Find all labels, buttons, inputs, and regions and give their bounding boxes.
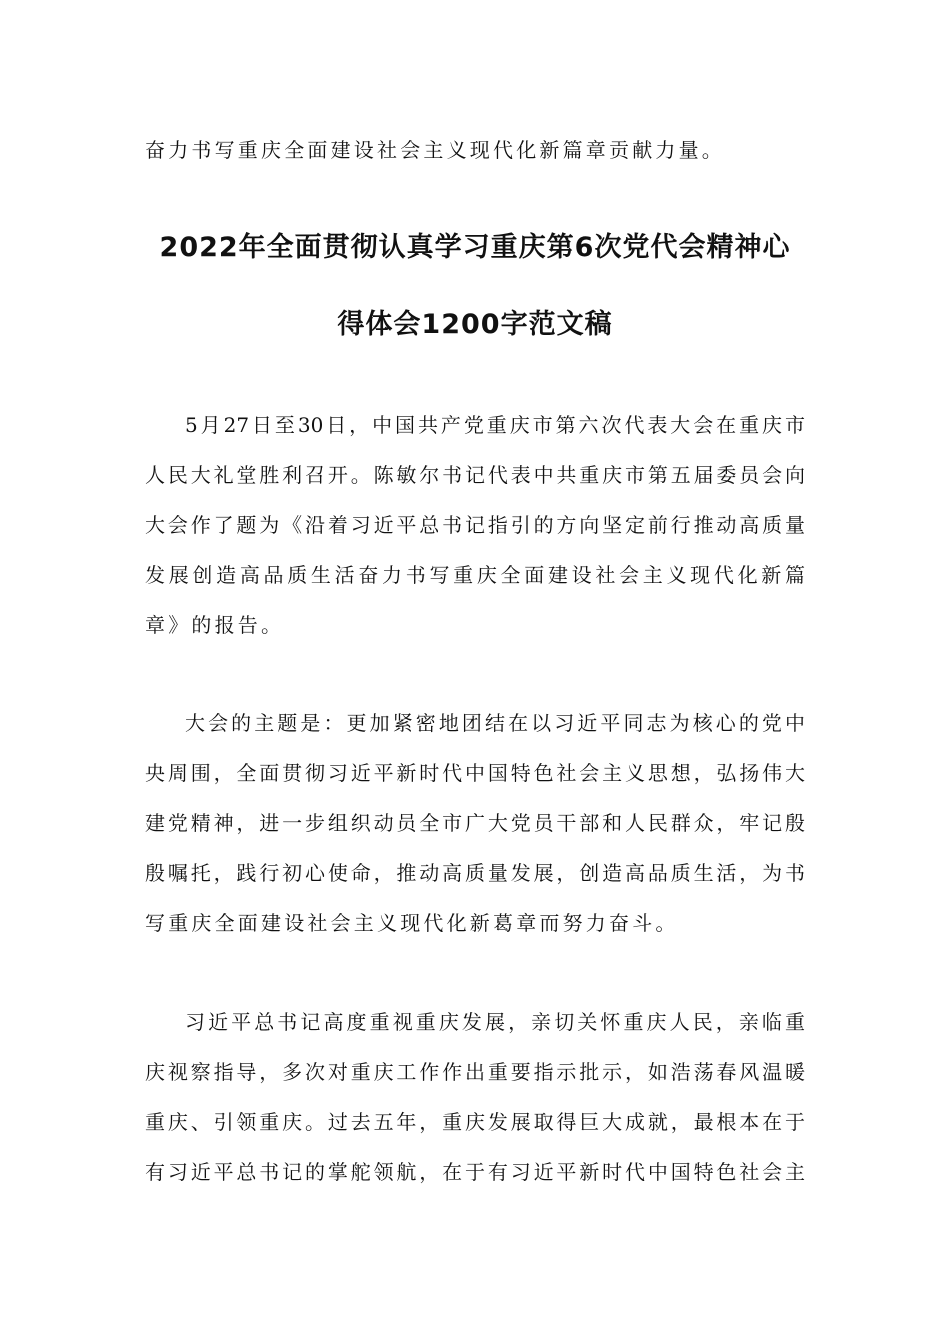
paragraph-line: 大会的主题是：更加紧密地团结在以习近平同志为核心的党中 — [185, 711, 805, 735]
paragraph-line: 重庆、引领重庆。过去五年，重庆发展取得巨大成就，最根本在于 — [145, 1110, 805, 1134]
paragraph-line: 有习近平总书记的掌舵领航，在于有习近平新时代中国特色社会主 — [145, 1160, 805, 1184]
paragraph-line: 章》的报告。 — [145, 613, 285, 637]
paragraph-line: 习近平总书记高度重视重庆发展，亲切关怀重庆人民，亲临重 — [185, 1010, 805, 1034]
paragraph-line: 庆视察指导，多次对重庆工作作出重要指示批示，如浩荡春风温暖 — [145, 1060, 805, 1084]
paragraph-line: 人民大礼堂胜利召开。陈敏尔书记代表中共重庆市第五届委员会向 — [145, 463, 805, 487]
paragraph-line: 大会作了题为《沿着习近平总书记指引的方向坚定前行推动高质量 — [145, 513, 805, 537]
paragraph-line: 写重庆全面建设社会主义现代化新葛章而努力奋斗。 — [145, 911, 679, 935]
paragraph-line: 殷嘱托，践行初心使命，推动高质量发展，创造高品质生活，为书 — [145, 861, 805, 885]
paragraph-line: 发展创造高品质生活奋力书写重庆全面建设社会主义现代化新篇 — [145, 563, 805, 587]
paragraph-line: 5月27日至30日，中国共产党重庆市第六次代表大会在重庆市 — [185, 413, 805, 437]
document-title-line-1: 2022年全面贯彻认真学习重庆第6次党代会精神心 — [159, 232, 791, 263]
document-title-line-2: 得体会1200字范文稿 — [337, 309, 613, 340]
paragraph-line: 建党精神，进一步组织动员全市广大党员干部和人民群众，牢记殷 — [145, 811, 805, 835]
paragraph-line: 央周围，全面贯彻习近平新时代中国特色社会主义思想，弘扬伟大 — [145, 761, 805, 785]
continuation-line: 奋力书写重庆全面建设社会主义现代化新篇章贡献力量。 — [145, 138, 725, 162]
